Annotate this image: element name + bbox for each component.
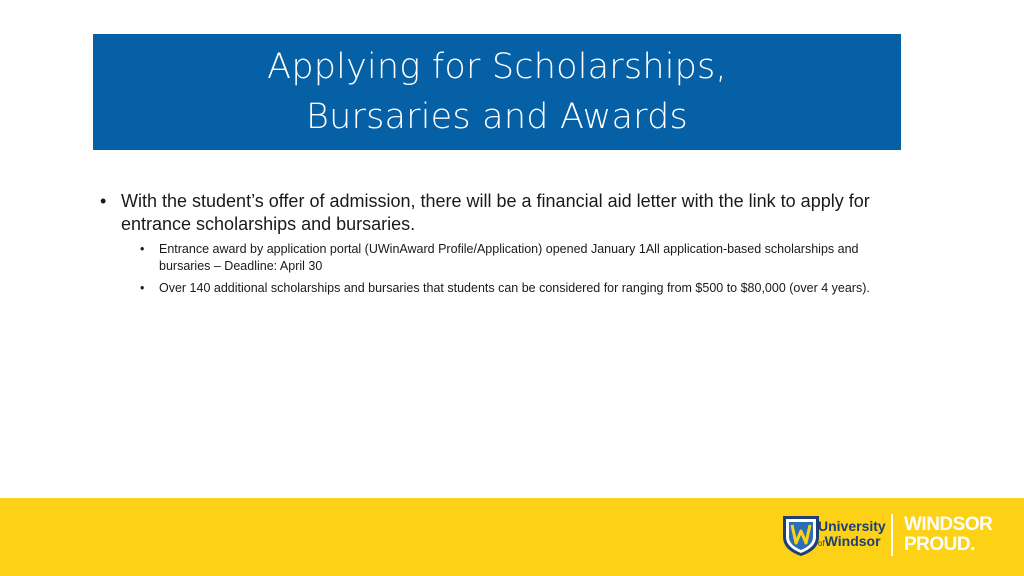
sub-bullet-text: Over 140 additional scholarships and bursaries that students can be considered for ranging from $500 to $80,000 (over 4 years). (159, 281, 870, 295)
university-wordmark (818, 519, 886, 551)
main-bullet-item (100, 190, 910, 236)
sub-bullet-item (100, 280, 910, 297)
university-name-line-2 (818, 534, 886, 551)
sub-bullet-item (100, 241, 910, 275)
university-windsor: Windsor (824, 533, 881, 549)
slide-title-line-2: Bursaries and Awards (306, 97, 688, 137)
bullet-dot: • (100, 191, 107, 211)
main-bullet-text: With the student’s offer of admission, there will be a financial aid letter with the link to apply for entrance scholarships and bursaries. (121, 191, 870, 234)
university-of: of (818, 539, 825, 548)
bullet-dot: • (140, 281, 145, 295)
slide-title-line-1: Applying for Scholarships, (267, 47, 727, 87)
bullet-dot: • (140, 242, 145, 256)
windsor-proud-wordmark (904, 515, 992, 555)
sub-bullet-list (100, 241, 910, 297)
slide-body (100, 190, 910, 302)
proud-line-1: WINDSOR (904, 514, 993, 535)
university-shield-logo-icon (781, 513, 821, 557)
sub-bullet-text: Entrance award by application portal (UWinAward Profile/Application) opened January 1All application-based scholarships and bursaries – Deadline: April 30 (159, 242, 859, 273)
proud-line-2: PROUD. (904, 534, 975, 555)
footer-divider (891, 514, 893, 556)
slide-title-banner (93, 34, 901, 150)
university-name-line-1: University (818, 518, 886, 534)
